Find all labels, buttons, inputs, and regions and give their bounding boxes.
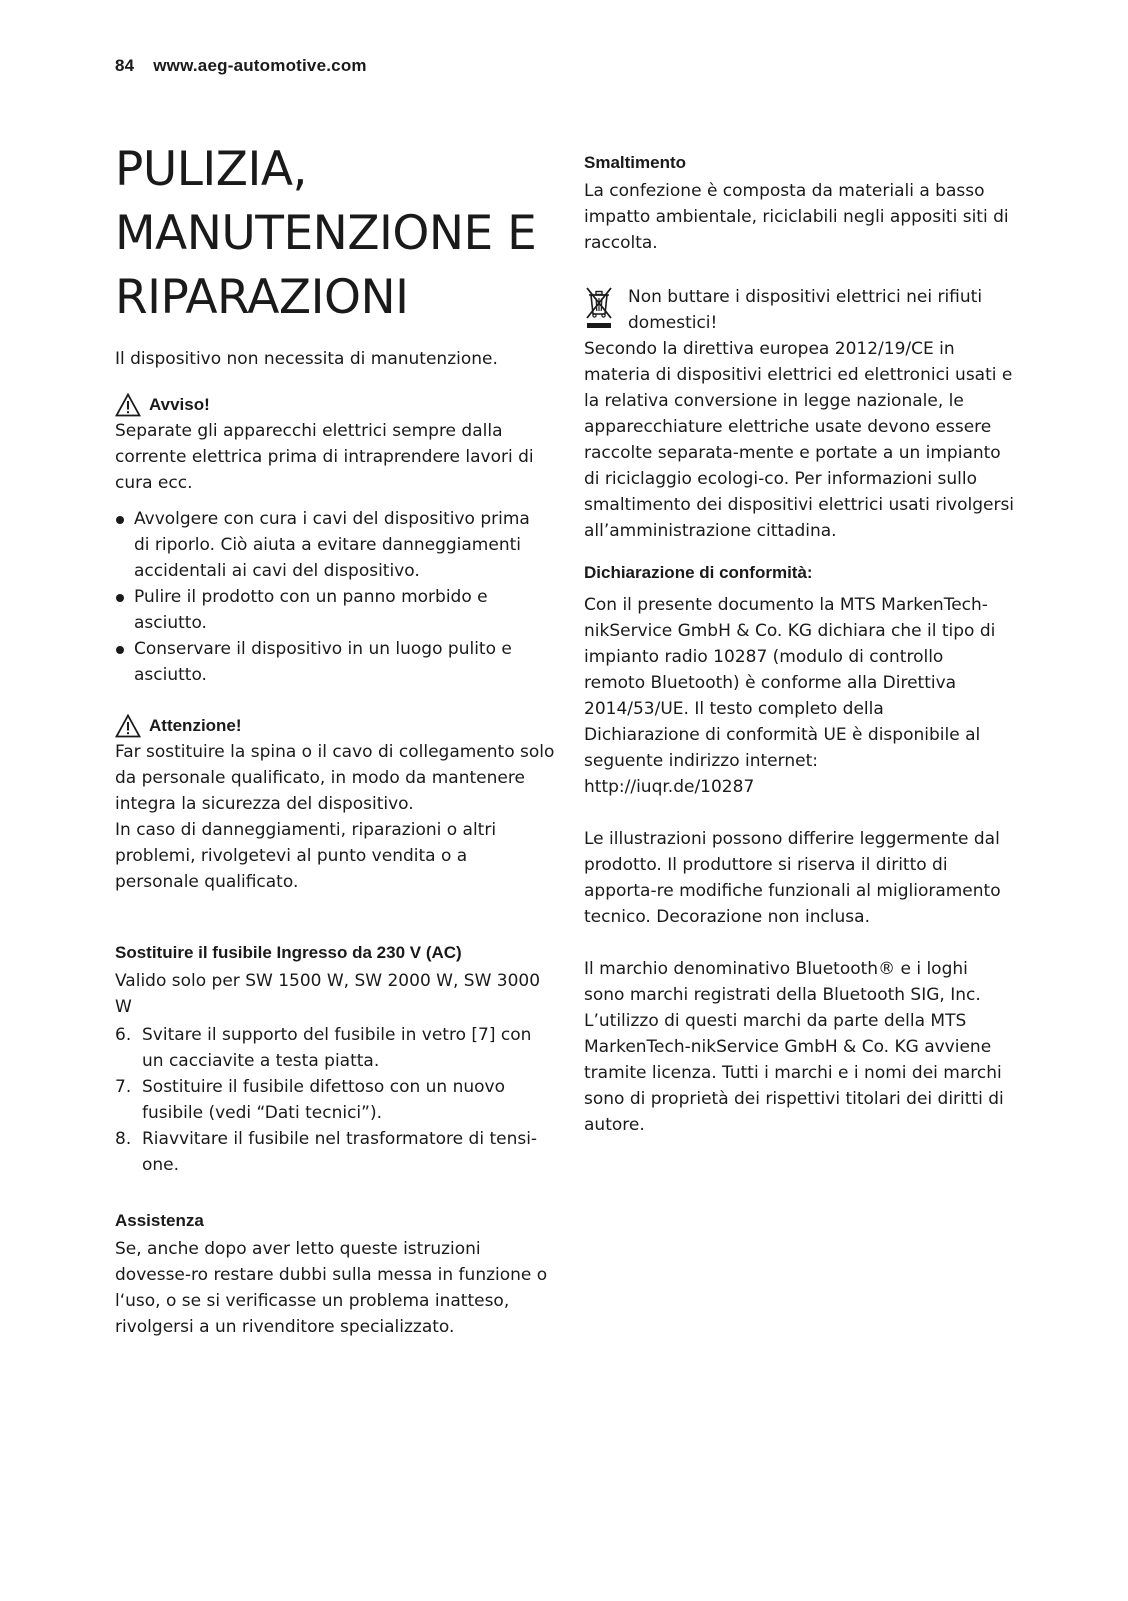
- warning-triangle-icon: [115, 393, 141, 417]
- page-header: [115, 54, 367, 78]
- title-line-2: MANUTENZIONE E: [115, 206, 537, 261]
- assistenza-section: [115, 1208, 555, 1340]
- smaltimento-text: La confezione è composta da materiali a basso impatto ambientale, riciclabili negli appositi siti di raccolta.: [584, 181, 1009, 253]
- crossed-out-bin-icon: [584, 286, 614, 330]
- smaltimento-section: [584, 150, 1014, 256]
- fuse-section: [115, 940, 555, 1178]
- fuse-steps: [115, 1022, 555, 1178]
- list-item: Conservare il dispositivo in un luogo pulito e asciutto.: [115, 636, 535, 688]
- list-item: 8. Riavvitare il fusibile nel trasformatore di tensi-one.: [115, 1129, 538, 1175]
- website-url: www.aeg-automotive.com: [153, 56, 367, 75]
- page-number: 84: [115, 56, 135, 75]
- weee-row: [584, 284, 1029, 336]
- avviso-title-row: [115, 392, 555, 418]
- avviso-text: Separate gli apparecchi elettrici sempre dalla corrente elettrica prima di intraprendere lavori di cura ecc.: [115, 421, 534, 493]
- attenzione-title: Attenzione!: [149, 716, 242, 735]
- intro-text: Il dispositivo non necessita di manutenzione.: [115, 349, 498, 369]
- directive-text: Secondo la direttiva europea 2012/19/CE in materia di dispositivi elettrici ed elettronici usati e la relativa conversione in legge nazionale, le apparecchiature elettriche usate devono essere raccolte separata-mente e portate a un impianto di riciclaggio ecologi-co. Per informazioni sullo smaltimento dei dispositivi elettrici usati rivolgersi all’amministrazione cittadina.: [584, 339, 1015, 541]
- weee-text: Non buttare i dispositivi elettrici nei rifiuti domestici!: [628, 287, 983, 333]
- weee-section: [584, 284, 1029, 544]
- conformita-text: Con il presente documento la MTS MarkenTech-nikService GmbH & Co. KG dichiara che il tipo di impianto radio 10287 (modulo di controllo remoto Bluetooth) è conforme alla Direttiva 2014/53/UE. Il testo completo della Dichiarazione di conformità UE è disponibile al seguente indirizzo internet:: [584, 595, 996, 771]
- assistenza-heading: Assistenza: [115, 1211, 204, 1230]
- list-item: Pulire il prodotto con un panno morbido e asciutto.: [115, 584, 535, 636]
- assistenza-text: Se, anche dopo aver letto queste istruzioni dovesse-ro restare dubbi sulla messa in funzione o l‘uso, o se si verificasse un problema inatteso, rivolgersi a un rivenditore specializzato.: [115, 1239, 548, 1337]
- attenzione-text-2: In caso di danneggiamenti, riparazioni o altri problemi, rivolgetevi al punto vendita o a personale qualificato.: [115, 820, 497, 892]
- fuse-heading: Sostituire il fusibile Ingresso da 230 V (AC): [115, 943, 462, 962]
- bullet-icon: [116, 646, 124, 654]
- title-line-1: PULIZIA,: [115, 142, 307, 197]
- list-item: Avvolgere con cura i cavi del dispositivo prima di riporlo. Ciò aiuta a evitare danneggiamenti accidentali ai cavi del dispositivo.: [115, 506, 535, 584]
- avviso-title: Avviso!: [149, 395, 210, 414]
- attenzione-title-row: [115, 713, 555, 739]
- conformita-section: [584, 560, 1004, 1138]
- smaltimento-heading: Smaltimento: [584, 153, 687, 172]
- bullet-icon: [116, 516, 124, 524]
- conformita-heading: Dichiarazione di conformità:: [584, 563, 813, 582]
- care-bullet-list: [115, 506, 535, 688]
- avviso-section: [115, 392, 555, 496]
- page-title: [115, 138, 575, 330]
- warning-triangle-icon: [115, 714, 141, 738]
- attenzione-text-1: Far sostituire la spina o il cavo di collegamento solo da personale qualificato, in modo da mantenere integra la sicurezza del dispositivo.: [115, 742, 555, 814]
- title-line-3: RIPARAZIONI: [115, 270, 409, 325]
- fuse-valid-text: Valido solo per SW 1500 W, SW 2000 W, SW 3000 W: [115, 971, 541, 1017]
- attenzione-section: [115, 713, 555, 895]
- bullet-icon: [116, 594, 124, 602]
- list-item: 7. Sostituire il fusibile difettoso con un nuovo fusibile (vedi “Dati tecnici”).: [115, 1077, 506, 1123]
- conformita-url: http://iuqr.de/10287: [584, 777, 755, 797]
- trademark-note: Il marchio denominativo Bluetooth® e i loghi sono marchi registrati della Bluetooth SIG, Inc. L’utilizzo di questi marchi da parte della MTS MarkenTech-nikService GmbH & Co. KG avviene tramite licenza. Tutti i marchi e i nomi dei marchi sono di proprietà dei rispettivi titolari dei diritti di autore.: [584, 959, 1004, 1135]
- list-item: 6. Svitare il supporto del fusibile in vetro [7] con un cacciavite a testa piatta.: [115, 1025, 532, 1071]
- illustrations-note: Le illustrazioni possono differire leggermente dal prodotto. Il produttore si riserva il diritto di apporta-re modifiche funzionali al miglioramento tecnico. Decorazione non inclusa.: [584, 829, 1001, 927]
